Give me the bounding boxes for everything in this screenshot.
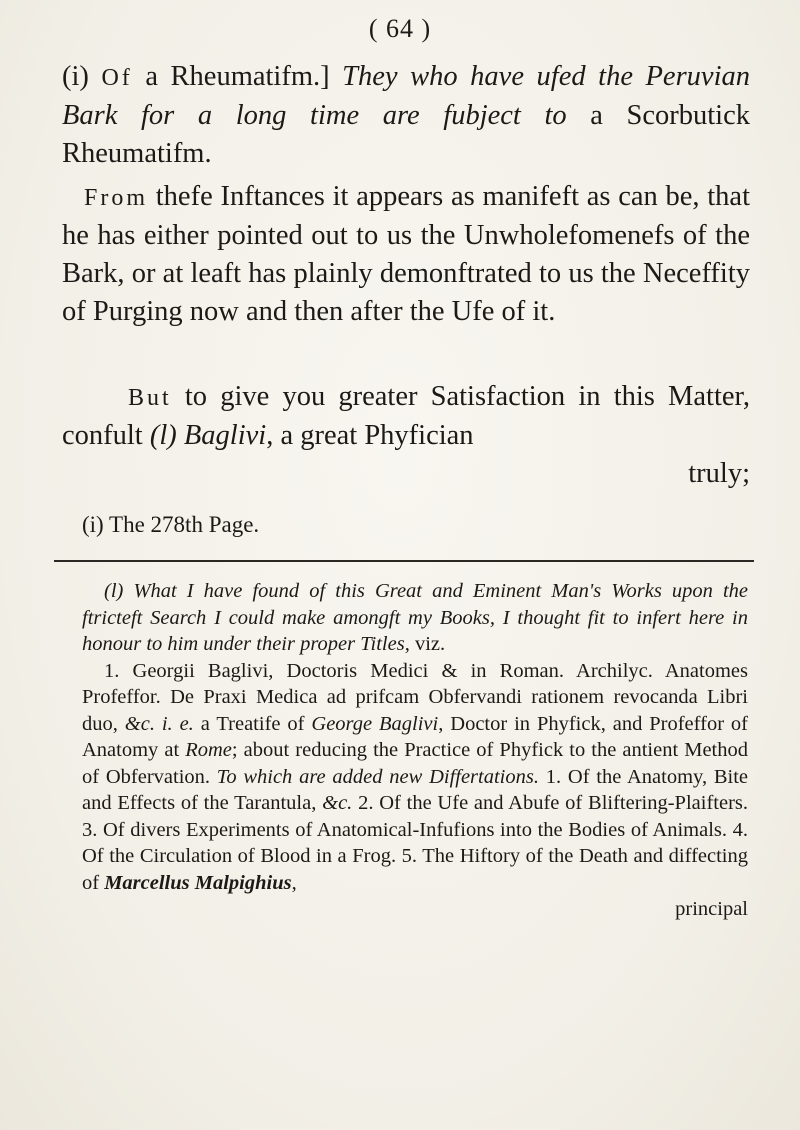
page-number: ( 64 ) bbox=[368, 14, 432, 43]
small-caps-word: But bbox=[128, 385, 172, 411]
small-caps-word: From bbox=[84, 185, 149, 211]
footnote-i: (i) The 278th Page. bbox=[82, 512, 260, 537]
footnote-text: a Treatife of bbox=[193, 712, 312, 735]
footnote-text: , bbox=[291, 871, 297, 894]
body-text: , a great Phyfician bbox=[266, 420, 474, 451]
small-caps-word: Of bbox=[101, 65, 133, 91]
paragraph-satisfaction bbox=[62, 378, 750, 493]
footnote-marker: (l) bbox=[104, 580, 134, 602]
footnote-italic: &c. bbox=[322, 792, 353, 814]
footnote-text: 1. Georgii Baglivi, Doctoris Medici & in Roman. Archilyc. Anatomes Profeffor. De Praxi Medica ad prifcam Obfervandi rationem revocanda Libri duo, bbox=[82, 659, 748, 735]
footnote-text: ; about reducing the Practice of Phyfick to the antient Method of Obfervation. bbox=[82, 739, 749, 788]
tail-text: a Scorbutick Rheumatifm. bbox=[62, 100, 750, 169]
footnote-marker: (i) bbox=[62, 61, 102, 92]
footnote-text: , Doctor in Phyfick, and Profeffor of Anatomy at bbox=[82, 712, 748, 761]
paragraph-rheumatism bbox=[62, 58, 750, 173]
footnote-italic: Rome bbox=[185, 739, 232, 761]
author-name: Baglivi bbox=[183, 420, 267, 451]
italic-text: They who have ufed the Peruvian Bark for a long time are fubject to bbox=[62, 61, 750, 131]
body-text: to give you greater Satisfaction in this Matter, confult bbox=[62, 381, 750, 451]
footnote-intro: What I have found of this Great and Eminent Man's Works upon the ftricteft Search I could make amongft my Books, I thought fit to infert here in honour to him under their proper Titles bbox=[82, 580, 749, 655]
footnote-italic: Marcellus Malpighius bbox=[104, 871, 292, 894]
footnote-viz: , viz. bbox=[404, 633, 446, 655]
footnote-rule bbox=[54, 560, 754, 562]
catchword-line: principal bbox=[675, 898, 748, 920]
footnote-text: 2. Of the Ufe and Abufe of Bliftering-Plaifters. 3. Of divers Experiments of Anatomical-Infufions into the Bodies of Animals. 4. Of the Circulation of Blood in a Frog. 5. The Hiftory of the Death and diffecting of bbox=[82, 792, 749, 894]
footnote-l bbox=[82, 578, 748, 923]
heading-text: a Rheumatifm.] bbox=[132, 61, 343, 92]
paragraph-instances bbox=[62, 178, 750, 331]
footnote-italic: George Baglivi bbox=[311, 712, 439, 735]
footnote-ref: (l) bbox=[149, 420, 184, 451]
catchword-line: truly; bbox=[688, 458, 750, 489]
body-text: thefe Inftances it appears as manifeft as can be, that he has either pointed out to us the Unwholefomenefs of the Bark, or at leaft has plainly demonftrated to us the Neceffity of Purging now and then after the Ufe of it. bbox=[62, 181, 750, 327]
footnote-italic: To which are added new Differtations. bbox=[216, 765, 539, 788]
footnote-text: 1. Of the Anatomy, Bite and Effects of the Tarantula, bbox=[82, 765, 749, 814]
footnote-italic: &c. i. e. bbox=[124, 712, 194, 735]
